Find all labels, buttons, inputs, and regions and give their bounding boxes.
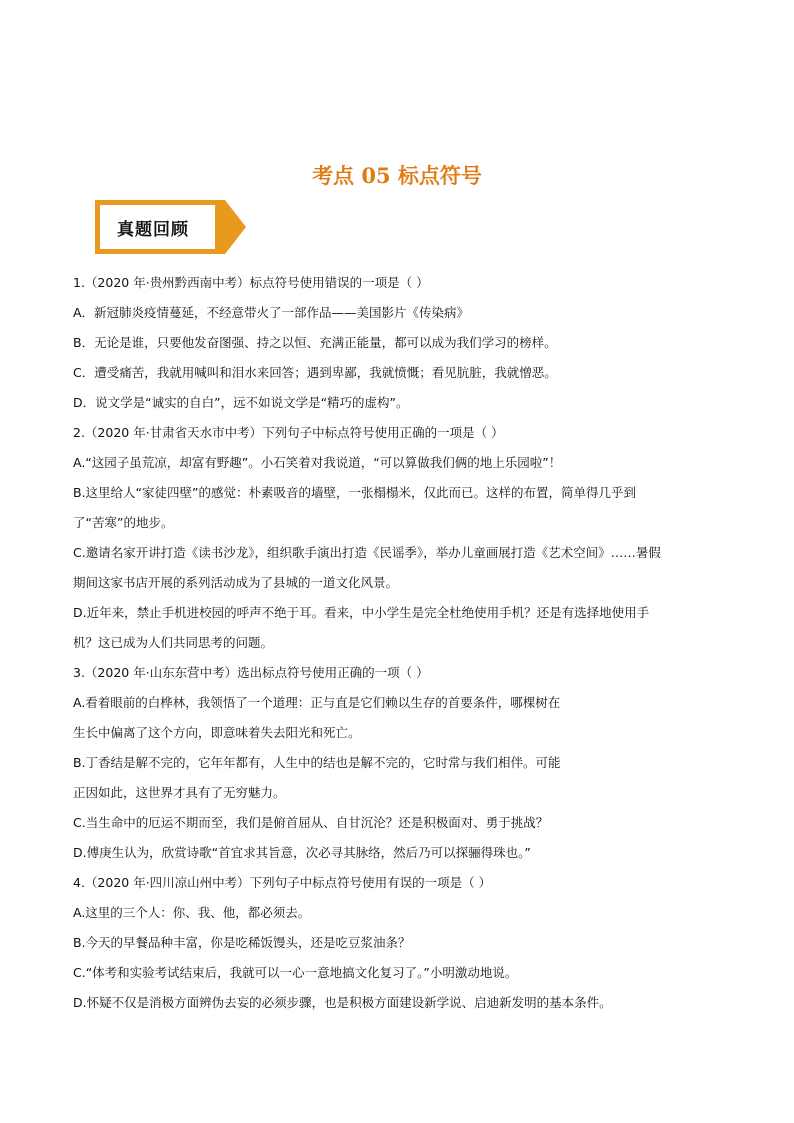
question-line: 期间这家书店开展的系列活动成为了县城的一道文化风景。	[73, 575, 399, 590]
page-title: 考点 05 标点符号	[312, 163, 482, 188]
question-line: 了“苦寒”的地步。	[73, 515, 174, 530]
question-line: 正因如此，这世界才具有了无穷魅力。	[73, 785, 286, 800]
question-line: B．无论是谁，只要他发奋图强、持之以恒、充满正能量，都可以成为我们学习的榜样。	[73, 335, 557, 350]
section-tag-label: 真题回顾	[117, 219, 189, 240]
question-line: 生长中偏离了这个方向，即意味着失去阳光和死亡。	[73, 725, 361, 740]
question-line: 2.（2020 年·甘肃省天水市中考）下列句子中标点符号使用正确的一项是（ ）	[73, 425, 504, 440]
question-line: C.当生命中的厄运不期而至，我们是俯首屈从、自甘沉沦？还是积极面对、勇于挑战？	[73, 815, 549, 830]
question-line: 1.（2020 年·贵州黔西南中考）标点符号使用错误的一项是（ ）	[73, 275, 429, 290]
question-line: D.怀疑不仅是消极方面辨伪去妄的必须步骤，也是积极方面建设新学说、启迪新发明的基本条件。	[73, 995, 612, 1010]
question-line: 3.（2020 年·山东东营中考）选出标点符号使用正确的一项（ ）	[73, 665, 429, 680]
question-line: B.这里给人“家徒四壁”的感觉：朴素吸音的墙壁，一张榻榻米，仅此而已。这样的布置，简单得几乎到	[73, 485, 637, 500]
section-tag	[93, 198, 248, 256]
question-line: D.傅庚生认为，欣赏诗歌“首宜求其旨意，次必寻其脉络，然后乃可以探骊得珠也。”	[73, 845, 531, 860]
question-line: C.“体考和实验考试结束后，我就可以一心一意地搞文化复习了。”小明激动地说。	[73, 965, 518, 980]
question-line: B.今天的早餐品种丰富，你是吃稀饭馒头，还是吃豆浆油条？	[73, 935, 411, 950]
question-line: A.这里的三个人：你、我、他，都必须去。	[73, 905, 311, 920]
question-line: 机？这已成为人们共同思考的问题。	[73, 635, 274, 650]
question-line: D.近年来，禁止手机进校园的呼声不绝于耳。看来，中小学生是完全杜绝使用手机？还是有选择地使用手	[73, 605, 650, 620]
question-list	[73, 268, 723, 1018]
question-line: A.看着眼前的白桦林，我领悟了一个道理：正与直是它们赖以生存的首要条件，哪棵树在	[73, 695, 561, 710]
question-line: 4.（2020 年·四川凉山州中考）下列句子中标点符号使用有误的一项是（ ）	[73, 875, 492, 890]
question-line: D．说文学是“诚实的自白”，远不如说文学是“精巧的虚构”。	[73, 395, 409, 410]
question-line: C．遭受痛苦，我就用喊叫和泪水来回答；遇到卑鄙，我就愤慨；看见肮脏，我就憎恶。	[73, 365, 557, 380]
question-line: A．新冠肺炎疫情蔓延，不经意带火了一部作品——美国影片《传染病》	[73, 305, 470, 320]
question-line: A.“这园子虽荒凉，却富有野趣”。小石笑着对我说道，“可以算做我们俩的地上乐园啦”！	[73, 455, 562, 470]
question-line: C.邀请名家开讲打造《读书沙龙》，组织歌手演出打造《民谣季》，举办儿童画展打造《艺术空间》……暑假	[73, 545, 661, 560]
question-line: B.丁香结是解不完的，它年年都有，人生中的结也是解不完的，它时常与我们相伴。可能	[73, 755, 561, 770]
